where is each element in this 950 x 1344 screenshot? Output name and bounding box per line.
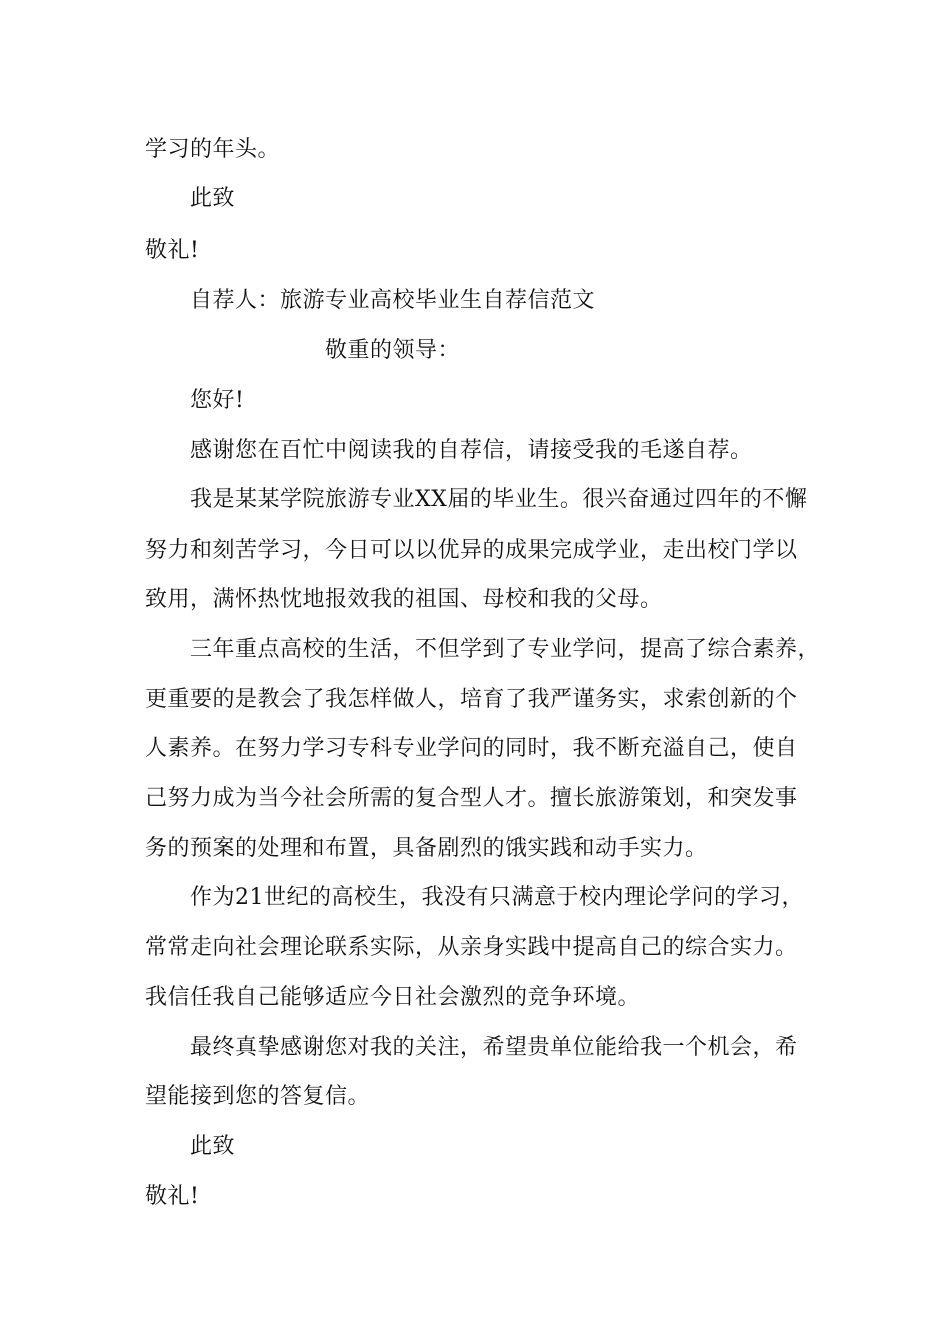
paragraph-line: 务的预案的处理和布置，具备剧烈的饿实践和动手实力。	[145, 836, 708, 861]
signature-line: 自荐人：旅游专业高校毕业生自荐信范文	[190, 288, 596, 313]
letter-greeting: 敬重的领导：	[325, 338, 461, 363]
paragraph-line: 望能接到您的答复信。	[145, 1084, 371, 1109]
paragraph-line: 作为21世纪的高校生，我没有只满意于校内理论学问的学习，	[190, 885, 804, 910]
paragraph-line: 己努力成为当今社会所需的复合型人才。擅长旅游策划，和突发事	[145, 786, 798, 811]
greeting-hello: 您好!	[190, 388, 245, 413]
paragraph-line: 我信任我自己能够适应今日社会激烈的竞争环境。	[145, 985, 641, 1010]
closing-salutation: 此致	[190, 1134, 236, 1159]
paragraph-line: 常常走向社会理论联系实际，从亲身实践中提高自己的综合实力。	[145, 935, 798, 960]
paragraph-line: 人素养。在努力学习专科专业学问的同时，我不断充溢自己，使自	[145, 736, 798, 761]
closing-regards: 敬礼!	[145, 1184, 200, 1209]
paragraph-line: 我是某某学院旅游专业XX届的毕业生。很兴奋通过四年的不懈	[190, 487, 808, 512]
paragraph-line: 最终真挚感谢您对我的关注，希望贵单位能给我一个机会，希	[190, 1035, 798, 1060]
paragraph-line: 三年重点高校的生活，不但学到了专业学问，提高了综合素养，	[190, 637, 821, 662]
text-line: 学习的年头。	[145, 137, 281, 162]
paragraph-line: 努力和刻苦学习，今日可以以优异的成果完成学业，走出校门学以	[145, 538, 798, 563]
paragraph-line: 感谢您在百忙中阅读我的自荐信，请接受我的毛遂自荐。	[190, 438, 753, 463]
closing-regards: 敬礼!	[145, 238, 200, 263]
paragraph-line: 更重要的是教会了我怎样做人，培育了我严谨务实，求索创新的个	[145, 687, 798, 712]
paragraph-line: 致用，满怀热忱地报效我的祖国、母校和我的父母。	[145, 587, 663, 612]
closing-salutation: 此致	[190, 186, 236, 211]
